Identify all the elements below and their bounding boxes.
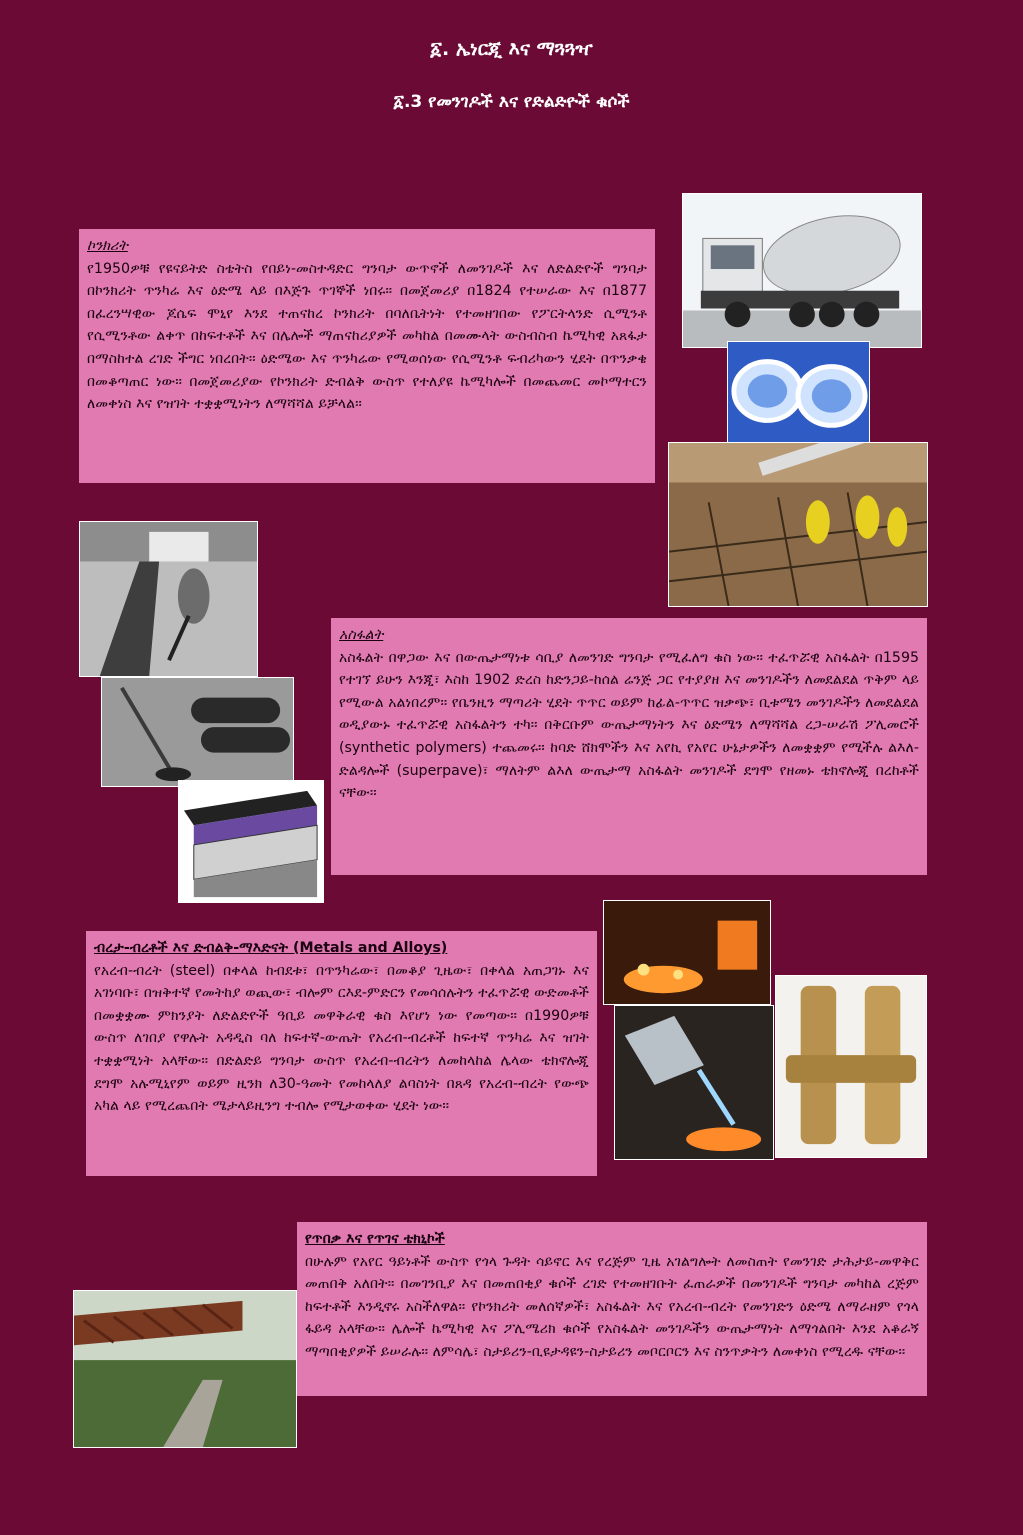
concrete-body: የ1950ዎቹ የዩናይትድ ስቴትስ የበይነ-መስተዳድር ግንባታ ውጥኖች ለመንገዶች እና ለድልድዮች ግንባታ በኮንክሪት ጥንካሬ እና ዕድሜ ላይ በእጅጉ ጥገኞች ነበሩ፡፡ በመጀመሪያ በ1824 የተሠራው እና በ1877 በፈረንሣዊው ጆሴፍ ሞኒየ እንደ ተጠናከረ ኮንክሪት በባለቤትነት የተመዘገበው የፖርትላንድ ሲሚንቶ የሲሚንቶው ልቀጥ በከፍተቶች እና በሌሎች ማጠናከሪያዎች መካከል በመሙላት ውስብስብ ኬሚካዊ አጸፋታ በማስከተል ረገድ ችግር ነበረበት፡፡ ዕድሜው እና ጥንካሬው የሚወሰነው የሲሚንቶ ፍብሪካውን ሂደት በጥንቃቄ በመቆጣጠር ነው፡፡ በመጀመሪያው የኮንክሪት ድብልቅ ውስጥ የተለያዩ ኬሚካሎች በመጨመር መኮማተርን ለመቀነስ እና የዝገት ተቋቋሚነትን ለማሻሻል ይቻላል፡፡ [87,260,647,413]
concrete-heading: ኮንክሪት [87,238,128,254]
truss-bridge-image [73,1290,297,1448]
metals-body: የአረብ-ብረት (steel) በቀላል ከብደቱ፣ በጥንካሬው፣ በመቆያ ጊዜው፣ በቀላል አጠጋገኑ እና አገነባቡ፣ በዝቅተኛ የመትከያ ወጪው፣ ብሎም ርእደ-ምድርን የመሳሰሉትን ተፈጥሯዊ ውድመቶች በመቋቋሙ ምክንያት ለድልድዮች ዓቢይ መዋቅራዊ ቁስ እየሆነ ነው የመጣው፡፡ በ1990ዎቹ ውስጥ ለገበያ የዋሉት አዳዲስ ባለ ከፍተኛ-ውጤት የአረብ-ብረቶች ከፍተኛ ጥንካሬ እና ዝገት ተቋቋሚነት አላቸው፡፡ በድልድይ ግንባታ ውስጥ የአረብ-ብረትን ለመከላከል ሌላው ቴክኖሎጂ ደግሞ አሉሚኒየም ወይም ዚንክ ለ30-ዓመት የመከላለያ ልባስነት በጸዳ የአረብ-ብረት የውጭ አካል ላይ የሚረጨበት ሜታላይዚንግ ተብሎ የሚታወቀው ሂደት ነው፡፡ [94,962,589,1115]
asphalt-heading: አስፋልት [339,627,384,643]
asphalt-body: አስፋልት በዋጋው እና በውጤታማነቱ ሳቢያ ለመንገድ ግንባታ የሚፈለግ ቁስ ነው፡፡ ተፈጥሯዊ አስፋልት በ1595 የተገኘ ይሁን እንጂ፣ እስከ 1902 ድረስ ከድንጋይ-ከሰል ሬንጅ ጋር የተያያዘ እና መንገዶችን ለመደልደል ጥቅም ላይ የሚውል አልነበረም፡፡ የቤንዚን ማጣሪት ሂደት ጥጥር ወይም ከፊል-ጥጥር ዝቃጭ፣ ቢቱሜን መንገዶችን ለመደልደል ወዲያውኑ ተፈጥሯዊ አስፋልትን ተካ፡፡ በቅርቡም ውጤታማነትን እና ዕድሜን ለማሻሻል ረጋ-ሠራሽ ፖሊመሮች (synthetic polymers) ተጨመሩ፡፡ ከባድ ሸክሞችን እና አየኪ የአየር ሁኔታዎችን ለመቋቋም የሚችሉ ልእለ-ድልዳሎች (superpave)፣ ማለትም ልእለ ውጤታማ አስፋልት መንገዶች ደግሞ የዘመኑ ቴክኖሎጂ በረከቶች ናቸው፡፡ [339,649,919,802]
concrete-pouring-workers-image [668,442,928,607]
asphalt-layers-cross-section-image [178,780,324,903]
section-title: ፩.3 የመንገዶች እና የድልድዮች ቁሶች [393,92,630,112]
maintenance-text-box [297,1222,927,1396]
metals-text-box [86,931,597,1176]
maintenance-body: በሁሉም የአየር ዓይነቶች ውስጥ የጎላ ጉዳት ሳይኖር እና የረጅም ጊዜ አገልግሎት ለመስጠት የመንገድ ታሕታይ-መዋቅር መጠበቅ አለበት፡፡ በመገንቢያ እና በመጠበቂያ ቁሶች ረገድ የተመዘገቡት ፈጠራዎች በመንገዶች ግንባታ መካከል ረጅም ከፍተቶች እንዲኖሩ አስችለዋል፡፡ የኮንክሪት መለሰኛዎች፣ አስፋልት እና የአረብ-ብረት የመንገድን ዕድሜ ለማራዘም የጎላ ፋይዳ አላቸው፡፡ ሌሎች ኬሚካዊ እና ፖሊሜሪክ ቁሶች የአስፋልት መንገዶችን ውጤታማነት ለማጎልበት እንደ አቆራኝ ማጣበቂያዎች ይሠራሉ፡፡ ለምሳሌ፣ ስታይሪን-ቢዩታዳዩን-ስታይሪን መቦርቦርን እና ስንጥቃትን ለመቀነስ የሚረዱ ናቸው፡፡ [305,1253,919,1360]
asphalt-rollers-image [101,677,294,787]
chapter-title: ፩. ኤነርጂ እና ማጓጓዣ [430,38,593,60]
maintenance-heading: የጥበቃ እና የጥገና ቴክኒኮች [305,1231,445,1247]
road-paving-worker-image [79,521,258,677]
metals-heading: ብረታ-ብረቶች እና ድብልቅ-ማእድናት (Metals and Alloys) [94,940,448,956]
concrete-text-box [79,229,655,483]
brass-alloy-valves-image [775,975,927,1158]
molten-metal-pouring-image [603,900,771,1005]
concrete-mixer-truck-image [682,193,922,348]
asphalt-text-box [331,618,927,875]
concrete-pipes-image [727,341,870,444]
metal-torch-image [614,1005,774,1160]
